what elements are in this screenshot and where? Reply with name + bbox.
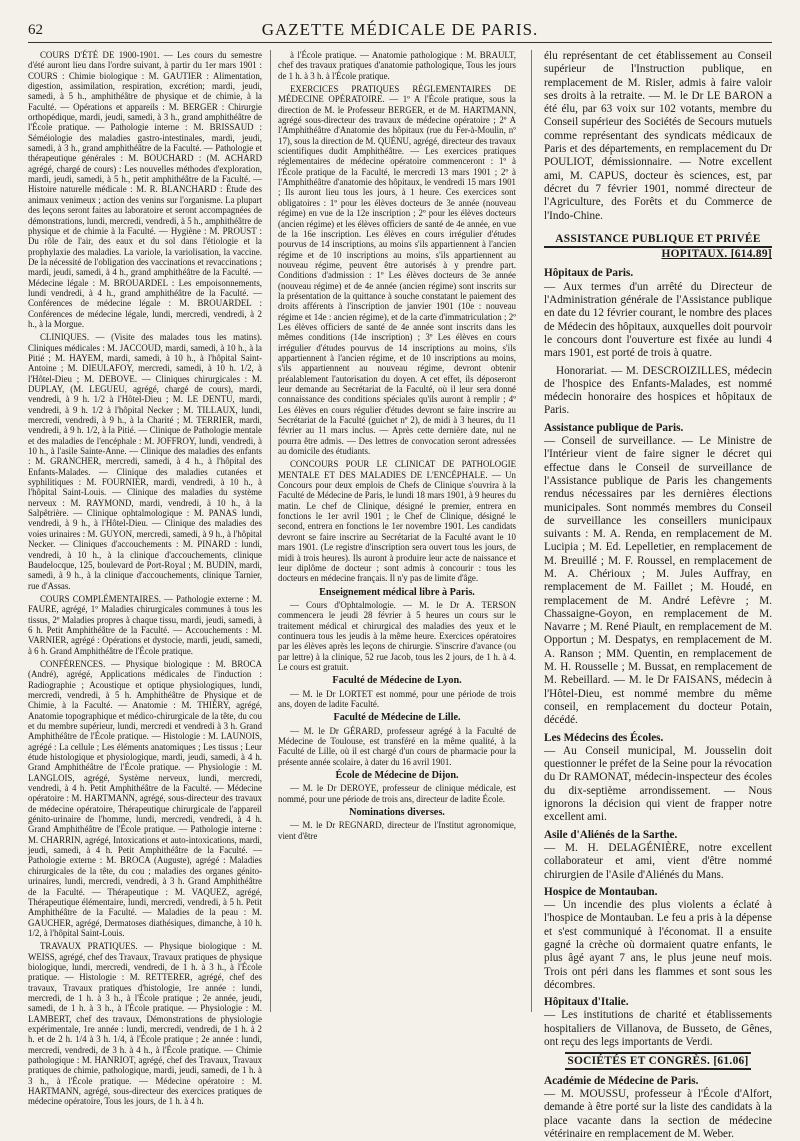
clinics-paragraph: CLINIQUES. — (Visite des malades tous les matins). Cliniques médicales : M. JACCOUD, mardi, samedi, à 10 h., à la Pitié ; M. HAYEM, mardi, samedi, à 10 h., à l'hôpital Saint-Antoine ; M. DIEULAFOY, mercredi, samedi, à 10 h. 1/2, à l'Hôtel-Dieu ; M. DEBOVE. — Cliniques chirurgicales : M. DUPLAY, (M. LEGUEU, agrégé, chargé de cours), mardi, vendredi, à 9 h. 1/2 à l'Hôtel-Dieu ; M. LE DENTU, mardi, vendredi, à 9 h. 1/2 à l'hôpital Necker ; M. TILLAUX, lundi, mercredi, vendredi, à 9 h., à la Charité ; M. TERRIER, mardi, vendredi, à 9 h. 1/2, à la Pitié. — Clinique de Pathologie mentale et des maladies de l'encéphale : M. JOFFROY, lundi, vendredi, à 10 h., à l'asile Sainte-Anne. — Clinique des maladies des enfants : M. GRANCHER, mercredi, samedi, à 4 h., à l'hôpital des Enfants-Malades. — Clinique des maladies cutanées et syphilitiques : M. FOURNIER, mardi, vendredi, à 10 h., à l'hôpital Saint-Louis. — Clinique des maladies du système nerveux : M. RAYMOND, mardi, vendredi, à 10 h., à la Salpêtrière. — Clinique ophtalmologique : M. PANAS lundi, vendredi, à 9 h., à l'Hôtel-Dieu. — Clinique des maladies des voies urinaires : M. GUYON, mercredi, samedi, à 9 h., à l'hôpital Necker. — Cliniques d'accouchements : M. PINARD : lundi, vendredi, à 10 h., à la clinique d'accouchements, clinique Baudelocque, 125, boulevard de Port-Royal ; M. BUDIN, mardi, samedi, à 9 h., à la clinique d'accouchements, clinique Tarnier, rue d'Assas. bbox=[28, 332, 262, 591]
nominations-paragraph: — M. le Dr REGNARD, directeur de l'Institut agronomique, vient d'être bbox=[278, 820, 516, 841]
section-heading-line2: HOPITAUX. [614.89] bbox=[661, 248, 772, 261]
paris-hospitals-paragraph: — Aux termes d'un arrêté du Directeur de l'Administration générale de l'Assistance publique en date du 12 février courant, le nombre des places de Médecin des hôpitaux, auxquelles doit pourvoir le concours dont l'ouverture est fixée au lundi 4 mars 1901, est porté de trois à quatre. bbox=[544, 280, 773, 360]
summer-courses-paragraph: COURS D'ÉTÉ DE 1900-1901. — Les cours du semestre d'été auront lieu dans l'ordre suivant, à partir du 1er mars 1901 : COURS : Chimie biologique : M. GAUTIER : Alimentation, digestion, assimilation, respiration, excrétion; mardi, jeudi, samedi, à 5 h., amphithéâtre de physique et de chimie, à la Faculté. — Opérations et appareils : M. BERGER : Chirurgie orthopédique, mardi, jeudi, samedi, à 3 h., grand amphithéâtre de l'École pratique. — Pathologie interne : M. BRISSAUD : Séméiologie des maladies gastro-intestinales, mardi, jeudi, samedi, à 3 h., grand amphithéâtre de la Faculté. — Pathologie et thérapeutique générales : M. BOUCHARD : (M. ACHARD agrégé, chargé de cours) : Les nouvelles méthodes d'exploration, mardi, jeudi, samedi, à 5 h., petit amphithéâtre de la Faculté. — Histoire naturelle médicale : M. R. BLANCHARD : Étude des animaux venimeux ; action des venins sur l'organisme. La plupart des leçons seront faites au laboratoire et seront accompagnées de démonstrations, lundi, mercredi, vendredi, à 5 h., amphithéâtre de physique et de chimie à la Faculté. — Hygiène : M. PROUST : Du rôle de l'air, des eaux et du sol dans l'étiologie et la prophylaxie des maladies. La variole, la variolisation, la vaccine. De la nécessité de l'obligation des vaccinations et revaccinations ; mardi, jeudi, samedi, à 4 h., grand amphithéâtre de la Faculté. — Médecine légale : M. BROUARDEL : Les empoisonnements, lundi vendredi, à 4 h., grand amphithéâtre de la Faculté. — Conférences de médecine légale : M. BROUARDEL : Conférences de médecine légale, lundi, mercredi, vendredi, à 2 h., à la Morgue. bbox=[28, 50, 262, 329]
academy-paragraph: — M. MOUSSU, professeur à l'École d'Alfort, demande à être porté sur la liste des candidats à la place vacante dans la section de médecine vétérinaire en remplacement de M. Weber. bbox=[544, 1087, 772, 1140]
montauban-hospice-paragraph: — Un incendie des plus violents a éclaté à l'hospice de Montauban. Le feu a pris à la dépense et s'est communiqué à l'économat. Il a ensuite gagné la crèche où dormaient quatre enfants, le plus âgé ayant 7 ans, le plus jeune neuf mois. Trois ont péri dans les flammes et sont sous les décombres. bbox=[544, 899, 772, 991]
column-divider-left bbox=[270, 50, 271, 1012]
italy-hospitals-paragraph: — Les institutions de charité et établissements hospitaliers de Villanova, de Busseto, de Gênes, ont reçu des legs importants de Verdi. bbox=[544, 1009, 772, 1049]
section-heading-assistance bbox=[544, 233, 772, 262]
italy-hospitals-heading: Hôpitaux d'Italie. bbox=[544, 996, 629, 1009]
page-header bbox=[28, 16, 772, 44]
school-doctors-heading: Les Médecins des Écoles. bbox=[544, 731, 664, 744]
lyon-faculty-heading: Faculté de Médecine de Lyon. bbox=[332, 675, 462, 687]
lyon-faculty-paragraph: — M. le Dr LORTET est nommé, pour une période de trois ans, doyen de ladite Faculté. bbox=[278, 688, 516, 709]
dijon-school-paragraph: — M. le Dr DEROYE, professeur de clinique médicale, est nommé, pour une période de trois ans, directeur de ladite École. bbox=[278, 783, 516, 804]
nominations-heading: Nominations diverses. bbox=[349, 807, 445, 819]
lille-faculty-heading: Faculté de Médecine de Lille. bbox=[333, 712, 461, 724]
free-teaching-heading: Enseignement médical libre à Paris. bbox=[319, 586, 475, 598]
conferences-paragraph: CONFÉRENCES. — Physique biologique : M. BROCA (André), agrégé, Applications médicales de l'induction : Radiographie ; Acoustique et optique physiologiques, lundi, mercredi, vendredi, à 5 h. Amphithéâtre de Physique et de Chimie, à la Faculté. — Anatomie : M. THIÉRY, agrégé, Anatomie topographique et médico-chirurgicale de la tête, du cou et du membre supérieur, lundi, mercredi et vendredi à 3 h. Grand Amphithéâtre de l'École pratique. — Histologie : M. LAUNOIS, agrégé : La cellule ; Les éléments anatomiques ; Les tissus ; Leur étude histologique et physiologique, mardi, jeudi, samedi, à 4 h. Grand Amphithéâtre de l'École pratique. — Physiologie : M. LANGLOIS, agrégé, Système nerveux, lundi, mercredi, vendredi, à 4 h. Petit Amphithéâtre de la Faculté. — Médecine opératoire : M. HARTMANN, agrégé, sous-directeur des travaux de médecine opératoire, Thérapeutique chirurgicale de l'appareil génito-urinaire de l'homme, lundi, mercredi, vendredi, à 4 h. Grand Amphithéâtre de l'École pratique. — Pathologie interne : M. CHARRIN, agrégé, Intoxications et auto-intoxications, mardi, jeudi, samedi, à 4 h. Petit Amphithéâtre de la Faculté. — Pathologie externe : M. BROCA (Auguste), agrégé : Maladies chirurgicales de la tête, du cou ; maladies des organes génito-urinaires, lundi, mercredi, vendredi, à 3 h. Grand Amphithéâtre de la Faculté. — Thérapeutique : M. VAQUEZ, agrégé, Thérapeutique élémentaire, lundi, mercredi, vendredi, à 5 h. Petit Amphithéâtre de la Faculté. — Maladies de la peau : M. GAUCHER, agrégé, Dermatoses diathésiques, dimanche, à 10 h. 1/2, à l'hôpital Saint-Louis. bbox=[28, 658, 262, 938]
operative-exercises-paragraph: EXERCICES PRATIQUES RÉGLEMENTAIRES DE MÉDECINE OPÉRATOIRE. — 1º A l'École pratique, sous la direction de M. le Professeur BERGER, et de M. HARTMANN, agrégé sous-directeur des travaux de médecine opératoire ; 2º A l'Amphithéâtre d'Anatomie des hôpitaux (rue du Fer-à-Moulin, nº 17), sous la direction de M. QUÉNU, agrégé, directeur des travaux scientifiques dudit Amphithéâtre. — Les exercices pratiques réglementaires de médecine opératoire commenceront : 1º à l'École pratique de la Faculté, le mercredi 13 mars 1901 ; 2º à l'Amphithéâtre d'anatomie des hôpitaux, le vendredi 15 mars 1901 ; Ils auront lieu tous les jours, à 1 heure. Ces exercices sont obligatoires : 1º pour les élèves docteurs de 3e année (nouveau régime) en vue de la 12e inscription ; 2º pour les élèves docteurs (ancien régime) et les élèves officiers de santé de 4e année, en vue de la 16e inscription. Les élèves en cours irrégulier d'études pourvus de 14 inscriptions, au moins s'ils appartiennent à l'ancien régime et de 10 inscriptions au moins, s'ils appartiennent au nouveau régime, peuvent être autorisés à y prendre part. Conditions d'admission : 1º Les élèves docteurs de 3e année (nouveau régime) et de 4e année (ancien régime) sont inscrits sur la présentation de la quittance à souche constatant le paiement des droits afférents à l'inscription de janvier 1901 (10e : nouveau régime et 14e : ancien régime), et de la carte d'immatriculation ; 2º Les élèves officiers de santé de 4e année sont inscrits dans les mêmes conditions (14e inscription) ; 3º Les élèves en cours irrégulier d'études pourvus de 14 inscriptions au moins, s'ils appartiennent à l'ancien régime, et de 10 inscriptions au moins, s'ils appartiennent au nouveau régime, devront obtenir préalablement l'autorisation du doyen. A cet effet, ils déposeront leur demande au Secrétariat de la Faculté, où il leur sera donné connaissance des conditions spéciales qu'ils auront à remplir ; 4º Les élèves en cours régulier d'études devront se faire inscrire au Secrétariat de la Faculté (guichet nº 2), de midi à 3 heures, du 11 février au 11 mars inclus. — Après cette dernière date, nul ne pourra être admis. — Des lettres de convocation seront adressées au domicile des étudiants. bbox=[278, 84, 516, 457]
column-middle bbox=[278, 50, 516, 1012]
public-assistance-heading: Assistance publique de Paris. bbox=[544, 421, 684, 434]
clinicat-contest-paragraph: CONCOURS POUR LE CLINICAT DE PATHOLOGIE MENTALE ET DES MALADIES DE L'ENCÉPHALE. — Un Concours pour deux emplois de Chefs de Clinique s'ouvrira à la Faculté de Médecine de Paris, le lundi 18 mars 1901, à 9 heures du matin. Le chef de Clinique, désigné le premier, entrera en fonctions le 1er avril 1901 ; le Chef de Clinique, désigné le second, entrera en fonctions le 1er novembre 1901. Les candidats devront se faire inscrire au Secrétariat de la Faculté avant le 10 mars 1901. (Le registre d'inscription sera ouvert tous les jours, de midi à trois heures). Ils auront à produire leur acte de naissance et leur diplôme de docteur ; sont admis à concourir : tous les docteurs en médecine français. Il n'y pas de limite d'âge. bbox=[278, 459, 516, 584]
column-left bbox=[28, 50, 262, 1107]
sarthe-asylum-paragraph: — M. H. DELAGÉNIÈRE, notre excellent collaborateur et ami, vient d'être nommé chirurgien de l'Asile d'Aliénés du Mans. bbox=[544, 841, 772, 881]
montauban-hospice-heading: Hospice de Montauban. bbox=[544, 885, 658, 898]
column-divider-right bbox=[531, 50, 532, 1012]
honorariat-paragraph: Honorariat. — M. DESCROIZILLES, médecin de l'hospice des Enfants-Malades, est nommé médecin honoraire des hospices et hôpitaux de Paris. bbox=[544, 364, 772, 417]
academy-heading: Académie de Médecine de Paris. bbox=[544, 1074, 699, 1087]
complementary-courses-paragraph: COURS COMPLÉMENTAIRES. — Pathologie externe : M. FAURE, agrégé, 1º Maladies chirurgicales communes à tous les tissus, 2º Maladies propres à chaque tissu, mardi, jeudi, samedi, à 6 h. Petit Amphithéâtre de la Faculté. — Accouchements : M. VARNIER, agrégé : Opérations et dystocie, mardi, jeudi, samedi, à 6 h. Grand Amphithéâtre de l'École pratique. bbox=[28, 593, 262, 656]
header-rule bbox=[28, 42, 772, 43]
pathological-anatomy-paragraph: à l'École pratique. — Anatomie pathologique : M. BRAULT, chef des travaux pratiques d'anatomie pathologique, Tous les jours de 1 h. à 3 h. à l'École pratique. bbox=[278, 50, 516, 81]
lille-faculty-paragraph: — M. le Dr GÉRARD, professeur agrégé à la Faculté de Médecine de Toulouse, est transféré en la même qualité, à la Faculté de Lille, où il est chargé d'un cours de pharmacie pour la présente année scolaire, à dater du 16 avril 1901. bbox=[278, 725, 516, 767]
journal-title: GAZETTE MÉDICALE DE PARIS. bbox=[261, 20, 539, 39]
practical-work-paragraph: TRAVAUX PRATIQUES. — Physique biologique : M. WEISS, agrégé, chef des Travaux, Travaux pratiques de physique biologique, lundi, mercredi, vendredi, de 1 h. à 3 h., à l'École pratique. — Histologie : M. RETTERER, agrégé, chef des travaux, Travaux pratiques d'histologie, 1re année : lundi, mercredi, de 1 h. à 3 h., à l'École pratique ; 2e année, jeudi, samedi, de 1 h. à 3 h., à l'École pratique. — Physiologie : M. LAMBERT, chef des travaux, Démonstrations de physiologie expérimentale, 1re année : lundi, mercredi, vendredi, de 1 h. à 2 h. et de 2 h. 1/4 à 3 h. 1/4, à l'École pratique ; 2e année : lundi, mercredi, vendredi, de 3 h. à 4 h., à l'École pratique. — Chimie pathologique : M. HANRIOT, agrégé, chef des Travaux, Travaux pratiques de chimie, pathologique, mardi, jeudi, samedi, de 1 h. à 3 h., à l'École pratique. — Médecine opératoire : M. HARTMANN, agrégé, sous-directeur des exercices pratiques de médecine opératoire, Tous les jours, de 1 h. à 4 h. bbox=[28, 941, 262, 1107]
paris-hospitals-heading: Hôpitaux de Paris. bbox=[544, 267, 634, 280]
nominations-continued-paragraph: élu représentant de cet établissement au Conseil supérieur de l'Instruction publique, en remplacement de M. Risler, admis à faire valoir ses droits à la retraite. — M. le Dr LE BARON a été élu, par 63 voix sur 102 votants, membre du Conseil supérieur des Sociétés de Secours mutuels comme représentant des syndicats médicaux de Paris et des départements, en remplacement du Dr POULIOT, démissionnaire. — Notre excellent ami, M. CAPUS, docteur ès sciences, est, par décret du 7 février 1901, nommé directeur de l'Agriculture, des Forêts et du Commerce de l'Indo-Chine. bbox=[544, 50, 772, 222]
column-right bbox=[544, 50, 773, 1140]
sarthe-asylum-heading: Asile d'Aliénés de la Sarthe. bbox=[544, 828, 678, 841]
free-teaching-paragraph: — Cours d'Ophtalmologie. — M. le Dr A. TERSON commencera le jeudi 28 février à 5 heures un cours sur le traitement médical et chirurgical des maladies des yeux et le continuera tous les jeudis à la même heure. Exercices opératoires par les élèves après les leçons de chirurgie. S'inscrire d'avance (ou par lettre) à la clinique, 52 rue Jacob, tous les 2 jours, de 1 h. à 4. Le cours est gratuit. bbox=[278, 599, 516, 672]
page-number: 62 bbox=[28, 22, 43, 38]
section-heading-societies: SOCIÉTÉS ET CONGRÈS. [61.06] bbox=[544, 1055, 772, 1068]
section-heading-line1: ASSISTANCE PUBLIQUE ET PRIVÉE bbox=[544, 233, 772, 248]
public-assistance-paragraph: — Conseil de surveillance. — Le Ministre de l'Intérieur vient de faire signer le décret qui effectue dans le Conseil de surveillance de l'Assistance publique de Paris les changements rendus nécessaires par les dernières élections municipales. Sont nommés membres du Conseil de surveillance les conseillers municipaux suivants : M. A. Renda, en remplacement de M. Lucipia ; M. Ed. Lepelletier, en remplacement de M. Breuillé ; M. F. Roussel, en remplacement de M. A. Chérioux ; M. Jules Auffray, en remplacement de M. Faillet ; M. Houdé, en remplacement de M. André Lefèvre ; M. Chassaigne-Goyon, en remplacement de M. Navarre ; M. René Piault, en remplacement de M. Opportun ; M. Despatys, en remplacement de M. A. Ranson ; MM. Quentin, en remplacement de M. H. Rousselle ; M. Bussat, en remplacement de M. Rebeillard. — M. le Dr FAISANS, médecin à l'Hôtel-Dieu, est nommé membre du même conseil, en remplacement du docteur Potain, décédé. bbox=[544, 435, 772, 727]
school-doctors-paragraph: — Au Conseil municipal, M. Jousselin doit questionner le préfet de la Seine pour la révocation du Dr RAMONAT, médecin-inspecteur des écoles du dix-septième arrondissement. — Nous ignorons la décision qui vient de frapper notre excellent ami. bbox=[544, 744, 773, 824]
dijon-school-heading: École de Médecine de Dijon. bbox=[335, 770, 459, 782]
